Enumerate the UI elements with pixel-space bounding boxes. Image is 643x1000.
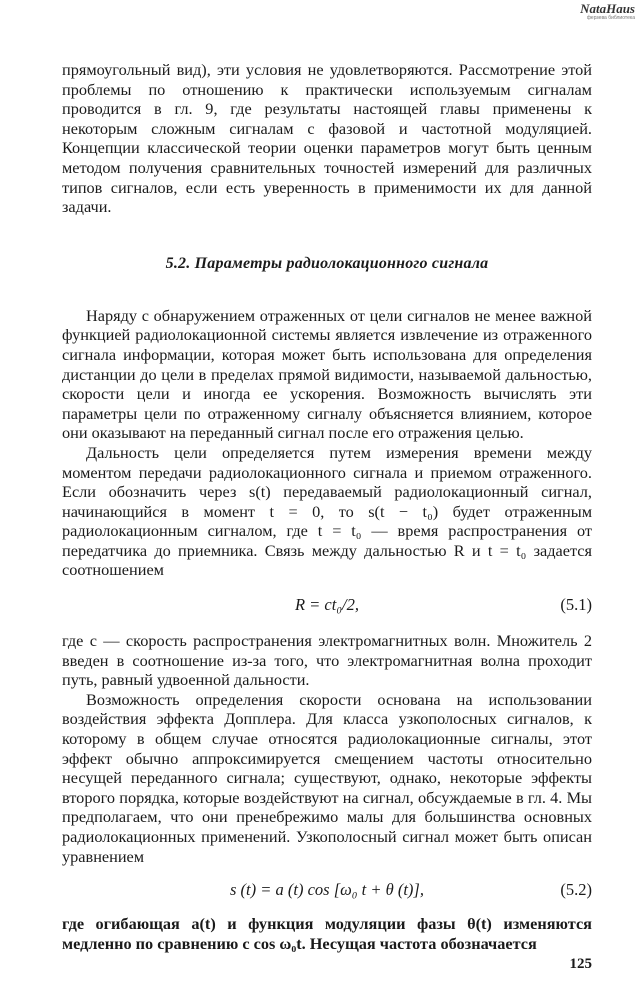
book-page — [62, 60, 592, 973]
equation-5-2 — [62, 880, 592, 900]
page-number: 125 — [569, 956, 592, 973]
paragraph-envelope: где огибающая a(t) и функция модуляции фазы θ(t) изменяются медленно по сравнению с cos ω₀t. Несущая частота обозначается — [62, 914, 592, 953]
equation-body: s (t) = a (t) cos [ω₀ t + θ (t)], — [230, 880, 424, 900]
equation-5-1 — [62, 595, 592, 615]
section-heading: 5.2. Параметры радиолокационного сигнала — [165, 254, 489, 272]
equation-number: (5.1) — [560, 595, 592, 615]
paragraph-range-explanation: где c — скорость распространения электромагнитных волн. Множитель 2 введен в соотношение из-за того, что электромагнитная волна проходит путь, равный удвоенной дальности. — [62, 631, 592, 690]
equation-body: R = ct₀/2, — [294, 595, 360, 615]
paragraph-intro: Наряду с обнаружением отраженных от цели сигналов не менее важной функцией радиолокационной системы является извлечение из отраженного сигнала информации, которая может быть использована для определения дистанции до цели в пределах прямой видимости, называемой дальностью, скорости цели и иногда ее ускорения. Возможность вычислять эти параметры цели по отраженному сигналу объясняется влиянием, которое они оказывают на переданный сигнал после его отражения целью. — [62, 305, 592, 443]
paragraph-doppler: Возможность определения скорости основана на использовании воздействия эффекта Допплера. Для класса узкополосных сигналов, к которому в общем случае относятся радиолокационные сигналы, этот эффект обычно аппроксимируется смещением частоты относительно несущей переданного сигнала; существуют, однако, некоторые эффекты второго порядка, которые воздействуют на сигнал, обсуждаемые в гл. 4. Мы предполагаем, что они пренебрежимо малы для большинства основных радиолокационных применений. Узкополосный сигнал может быть описан уравнением — [62, 689, 592, 866]
equation-number: (5.2) — [560, 880, 592, 900]
watermark-main-text: NataHaus — [580, 1, 635, 16]
paragraph-continued: прямоугольный вид), эти условия не удовлетворяются. Рассмотрение этой проблемы по отношению к практически используемым сигналам проводится в гл. 9, где результаты настоящей главы применены к некоторым сложным сигналам с фазовой и частотной модуляцией. Концепции классической теории оценки параметров могут быть ценным методом получения сравнительных точностей измерений для различных типов сигналов, если есть уверенность в применимости их для данной задачи. — [62, 60, 592, 217]
paragraph-range: Дальность цели определяется путем измерения времени между моментом передачи радиолокационного сигнала и приемом отраженного. Если обозначить через s(t) передаваемый радиолокационный сигнал, начинающийся в момент t = 0, то s(t − t₀) будет отраженным радиолокационным сигналом, где t = t₀ — время распространения от передатчика до приемника. Связь между дальностью R и t = t₀ задается соотношением — [62, 442, 592, 580]
watermark-logo — [580, 2, 635, 21]
watermark-sub-text: ферзева библиотека — [586, 15, 635, 21]
